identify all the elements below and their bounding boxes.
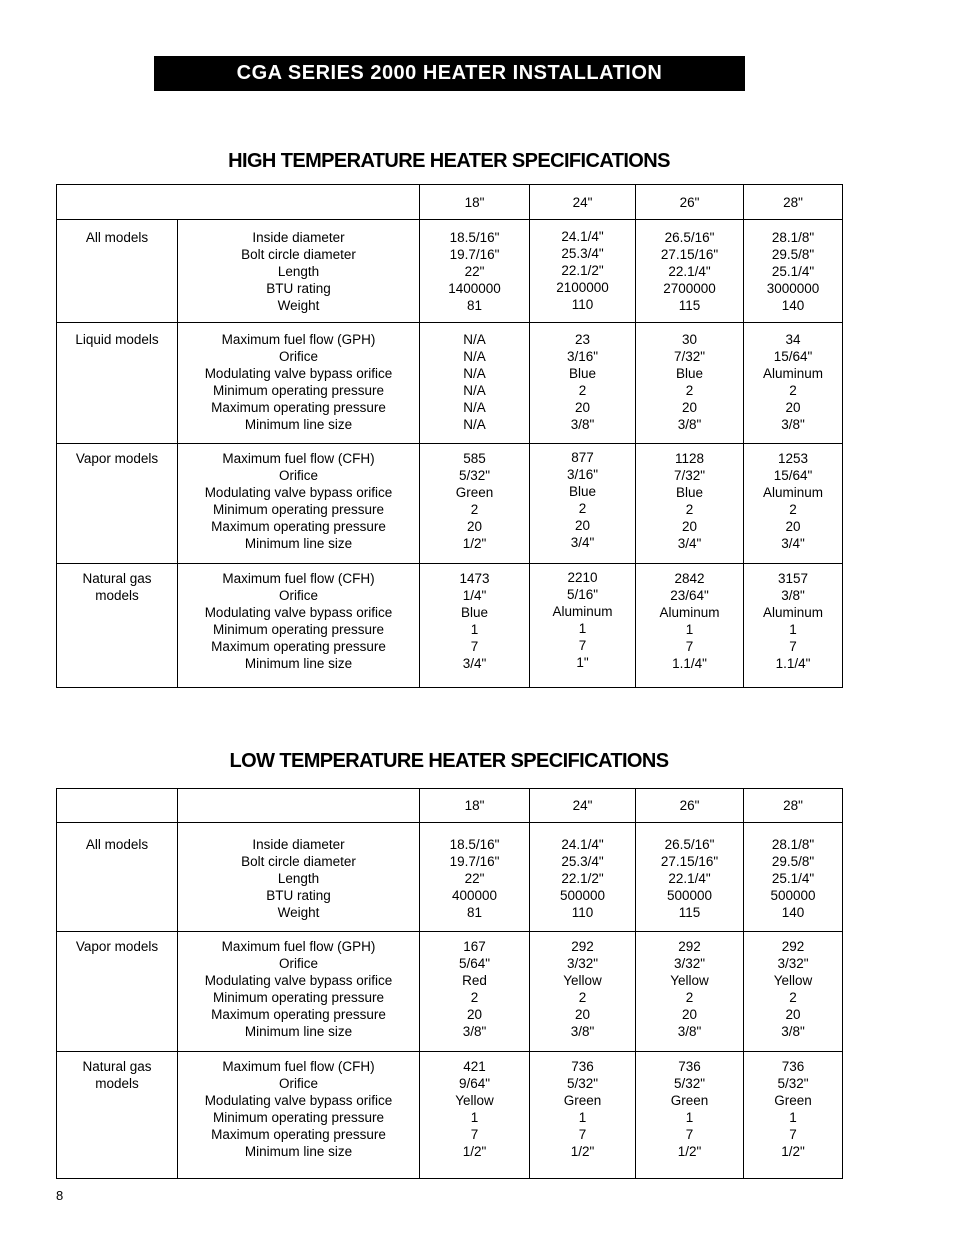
- group-name-cell: Natural gas models: [57, 1052, 178, 1179]
- header-blank-cell: [178, 789, 420, 823]
- spec-labels-cell: Maximum fuel flow (GPH) Orifice Modulating valve bypass orifice Minimum operating pressure Maximum operating pressure Minimum line size: [178, 323, 420, 444]
- spec-values-cell: 1128 7/32" Blue 2 20 3/4": [636, 444, 744, 564]
- spec-labels-cell: Maximum fuel flow (CFH) Orifice Modulating valve bypass orifice Minimum operating pressure Maximum operating pressure Minimum line size: [178, 444, 420, 564]
- column-header: 26": [636, 789, 744, 823]
- spec-values-cell: 292 3/32" Yellow 2 20 3/8": [636, 932, 744, 1052]
- spec-values-cell: 18.5/16" 19.7/16" 22" 400000 81: [420, 823, 530, 932]
- header-blank-cell: [57, 789, 178, 823]
- spec-values-cell: 1253 15/64" Aluminum 2 20 3/4": [744, 444, 843, 564]
- spec-values-cell: 34 15/64" Aluminum 2 20 3/8": [744, 323, 843, 444]
- group-name-cell: Vapor models: [57, 444, 178, 564]
- spec-values-cell: 30 7/32" Blue 2 20 3/8": [636, 323, 744, 444]
- table-row: [57, 444, 843, 564]
- spec-values-cell: 18.5/16" 19.7/16" 22" 1400000 81: [420, 220, 530, 323]
- spec-labels-cell: Maximum fuel flow (GPH) Orifice Modulating valve bypass orifice Minimum operating pressure Maximum operating pressure Minimum line size: [178, 932, 420, 1052]
- spec-values-cell: 28.1/8" 29.5/8" 25.1/4" 3000000 140: [744, 220, 843, 323]
- group-name-cell: All models: [57, 220, 178, 323]
- spec-values-cell: 2842 23/64" Aluminum 1 7 1.1/4": [636, 564, 744, 688]
- spec-values-cell: 28.1/8" 29.5/8" 25.1/4" 500000 140: [744, 823, 843, 932]
- banner-title: CGA SERIES 2000 HEATER INSTALLATION: [236, 62, 663, 84]
- spec-values-cell: 585 5/32" Green 2 20 1/2": [420, 444, 530, 564]
- group-name-cell: Vapor models: [57, 932, 178, 1052]
- column-header: 24": [530, 185, 636, 220]
- high-temp-spec-table: [56, 184, 843, 688]
- table-header-row: [57, 789, 843, 823]
- spec-labels-cell: Maximum fuel flow (CFH) Orifice Modulating valve bypass orifice Minimum operating pressure Maximum operating pressure Minimum line size: [178, 564, 420, 688]
- spec-values-cell: 3157 3/8" Aluminum 1 7 1.1/4": [744, 564, 843, 688]
- spec-labels-cell: Inside diameter Bolt circle diameter Length BTU rating Weight: [178, 823, 420, 932]
- low-temp-spec-table: [56, 788, 843, 1179]
- group-name-cell: Liquid models: [57, 323, 178, 444]
- table-row: [57, 1052, 843, 1179]
- column-header: 24": [530, 789, 636, 823]
- table-header-row: [57, 185, 843, 220]
- spec-values-cell: 167 5/64" Red 2 20 3/8": [420, 932, 530, 1052]
- table-row: [57, 932, 843, 1052]
- spec-values-cell: 24.1/4" 25.3/4" 22.1/2" 500000 110: [530, 823, 636, 932]
- spec-values-cell: N/A N/A N/A N/A N/A N/A: [420, 323, 530, 444]
- spec-values-cell: 1473 1/4" Blue 1 7 3/4": [420, 564, 530, 688]
- column-header: 28": [744, 185, 843, 220]
- column-header: 18": [420, 789, 530, 823]
- low-temp-title: LOW TEMPERATURE HEATER SPECIFICATIONS: [229, 750, 669, 772]
- spec-values-cell: 26.5/16" 27.15/16" 22.1/4" 500000 115: [636, 823, 744, 932]
- spec-values-cell: 292 3/32" Yellow 2 20 3/8": [744, 932, 843, 1052]
- column-header: 26": [636, 185, 744, 220]
- table-row: [57, 220, 843, 323]
- spec-values-cell: 292 3/32" Yellow 2 20 3/8": [530, 932, 636, 1052]
- spec-labels-cell: Inside diameter Bolt circle diameter Length BTU rating Weight: [178, 220, 420, 323]
- group-name-cell: Natural gas models: [57, 564, 178, 688]
- spec-values-cell: 26.5/16" 27.15/16" 22.1/4" 2700000 115: [636, 220, 744, 323]
- spec-values-cell: 877 3/16" Blue 2 20 3/4": [530, 444, 636, 564]
- spec-values-cell: 2210 5/16" Aluminum 1 7 1": [530, 564, 636, 688]
- table-row: [57, 823, 843, 932]
- column-header: 18": [420, 185, 530, 220]
- spec-values-cell: 24.1/4" 25.3/4" 22.1/2" 2100000 110: [530, 220, 636, 323]
- table-row: [57, 564, 843, 688]
- spec-values-cell: 736 5/32" Green 1 7 1/2": [744, 1052, 843, 1179]
- spec-labels-cell: Maximum fuel flow (CFH) Orifice Modulating valve bypass orifice Minimum operating pressure Maximum operating pressure Minimum line size: [178, 1052, 420, 1179]
- spec-values-cell: 421 9/64" Yellow 1 7 1/2": [420, 1052, 530, 1179]
- column-header: 28": [744, 789, 843, 823]
- spec-values-cell: 736 5/32" Green 1 7 1/2": [636, 1052, 744, 1179]
- page-banner: [154, 56, 745, 91]
- group-name-cell: All models: [57, 823, 178, 932]
- spec-values-cell: 23 3/16" Blue 2 20 3/8": [530, 323, 636, 444]
- high-temp-title: HIGH TEMPERATURE HEATER SPECIFICATIONS: [228, 150, 670, 172]
- page-number: 8: [56, 1188, 64, 1203]
- table-row: [57, 323, 843, 444]
- header-blank-cell: [57, 185, 420, 220]
- spec-values-cell: 736 5/32" Green 1 7 1/2": [530, 1052, 636, 1179]
